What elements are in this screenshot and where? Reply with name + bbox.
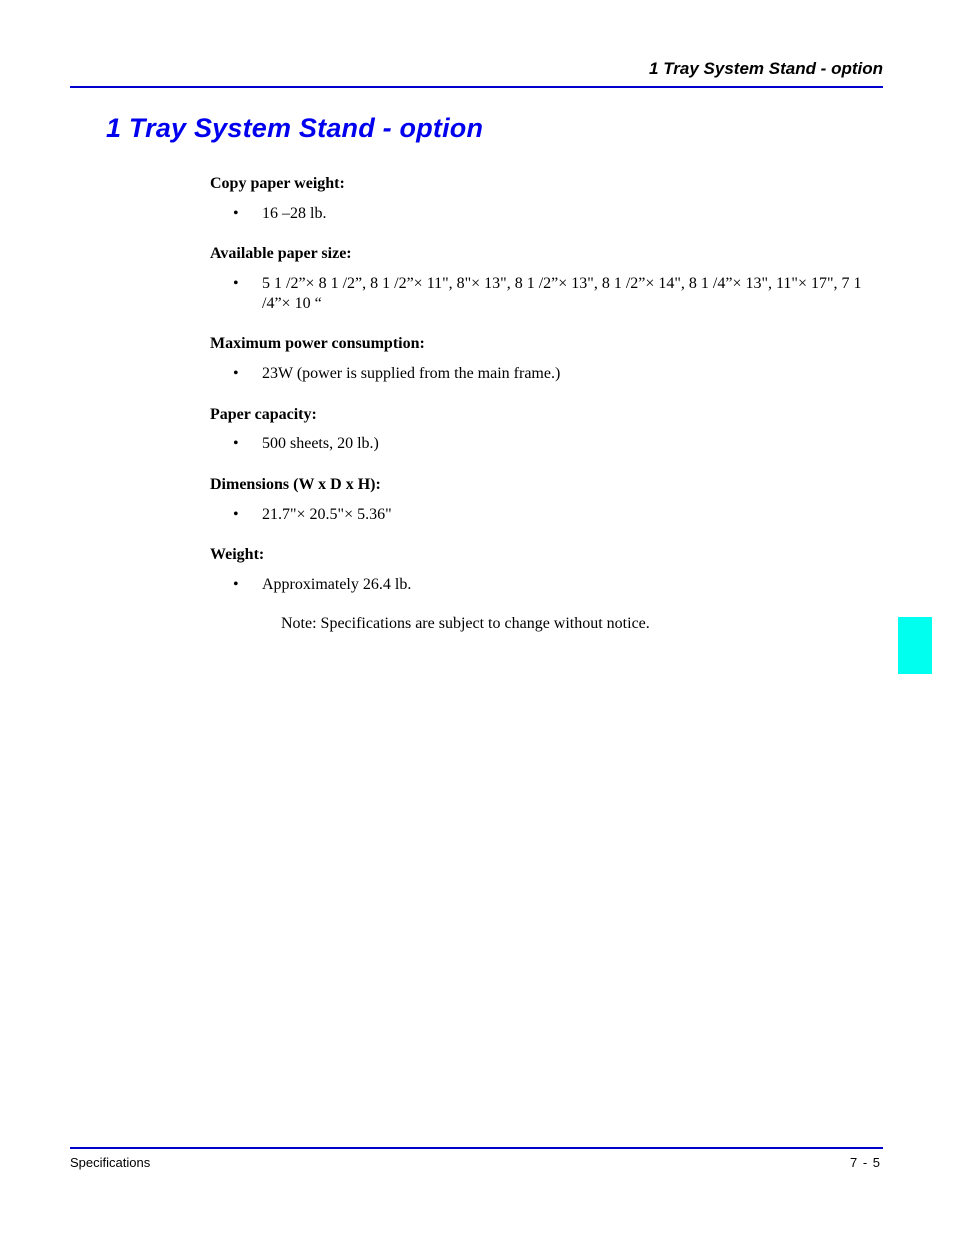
list-item-text: 5 1 /2”× 8 1 /2”, 8 1 /2”× 11", 8"× 13", 8 1 /2”× 13", 8 1 /2”× 14", 8 1 /4”× 13", 11"× 17", 7 1 /4”× 10 “ — [262, 275, 862, 312]
section-dimensions — [210, 475, 890, 545]
spec-content — [210, 174, 890, 605]
note-text: Note: Specifications are subject to change without notice. — [281, 615, 650, 632]
bullet-list — [210, 274, 890, 314]
bullet-icon: • — [233, 205, 239, 222]
bullet-list — [210, 204, 890, 224]
section-maximum-power — [210, 334, 890, 405]
bullet-icon: • — [233, 506, 239, 523]
list-item — [210, 505, 890, 525]
list-item-text: 23W (power is supplied from the main frame.) — [262, 365, 561, 382]
list-item — [210, 364, 890, 384]
bullet-list — [210, 505, 890, 525]
bullet-list — [210, 575, 890, 595]
list-item-text: Approximately 26.4 lb. — [262, 576, 412, 593]
section-heading: Available paper size: — [210, 245, 352, 262]
running-header: 1 Tray System Stand - option — [649, 59, 883, 78]
list-item — [210, 274, 890, 314]
list-item-text: 21.7"× 20.5"× 5.36" — [262, 506, 392, 523]
bullet-icon: • — [233, 275, 239, 292]
section-heading: Dimensions (W x D x H): — [210, 476, 381, 493]
footer-page-number: 7 - 5 — [849, 1155, 881, 1170]
bullet-icon: • — [233, 365, 239, 382]
list-item-text: 500 sheets, 20 lb.) — [262, 435, 379, 452]
bullet-icon: • — [233, 576, 239, 593]
bullet-icon: • — [233, 435, 239, 452]
chapter-tab-marker — [898, 617, 932, 674]
list-item — [210, 434, 890, 454]
footer-rule — [70, 1147, 883, 1149]
page-title: 1 Tray System Stand - option — [106, 113, 484, 143]
list-item — [210, 575, 890, 595]
section-heading: Copy paper weight: — [210, 175, 345, 192]
bullet-list — [210, 434, 890, 454]
section-paper-capacity — [210, 405, 890, 475]
footer-section-name: Specifications — [70, 1155, 151, 1170]
bullet-list — [210, 364, 890, 384]
section-copy-paper-weight — [210, 174, 890, 244]
section-heading: Weight: — [210, 546, 265, 563]
list-item-text: 16 –28 lb. — [262, 205, 327, 222]
section-heading: Paper capacity: — [210, 406, 317, 423]
section-weight — [210, 545, 890, 605]
header-rule — [70, 86, 883, 88]
list-item — [210, 204, 890, 224]
section-heading: Maximum power consumption: — [210, 335, 425, 352]
section-available-paper-size — [210, 244, 890, 334]
